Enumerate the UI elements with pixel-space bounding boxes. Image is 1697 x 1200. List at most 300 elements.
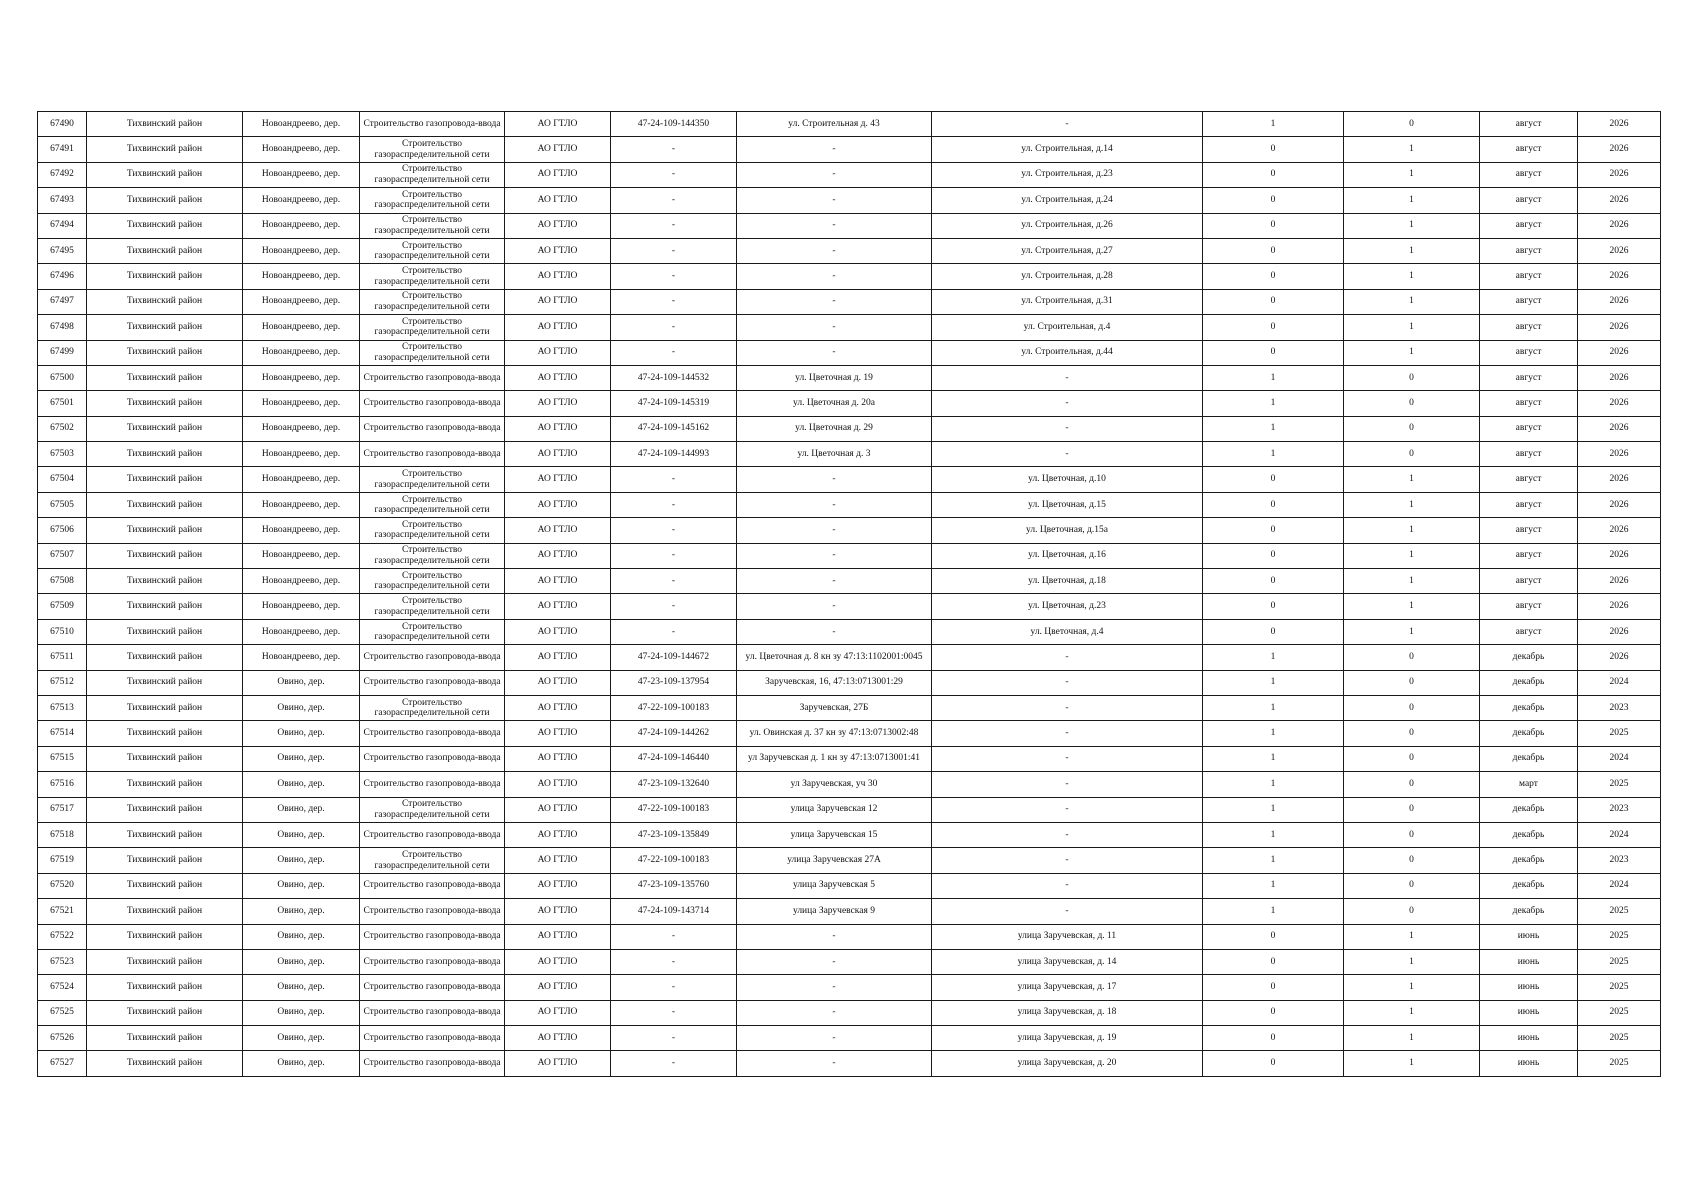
cell-month: август bbox=[1480, 340, 1578, 365]
cell-work-type: Строительство газораспределительной сети bbox=[360, 619, 505, 644]
cell-organization: АО ГТЛО bbox=[505, 492, 611, 517]
cell-work-type: Строительство газораспределительной сети bbox=[360, 340, 505, 365]
cell-year: 2024 bbox=[1578, 822, 1661, 847]
cell-month: август bbox=[1480, 162, 1578, 187]
table-row bbox=[38, 695, 1661, 720]
cell-organization: АО ГТЛО bbox=[505, 721, 611, 746]
cell-qty-input: 0 bbox=[1203, 949, 1344, 974]
cell-application-code: 47-22-109-100183 bbox=[611, 797, 737, 822]
cell-qty-network: 0 bbox=[1344, 797, 1480, 822]
cell-network-address: ул. Строительная, д.23 bbox=[932, 162, 1203, 187]
cell-district: Тихвинский район bbox=[87, 924, 243, 949]
cell-district: Тихвинский район bbox=[87, 1026, 243, 1051]
cell-application-code: 47-24-109-144262 bbox=[611, 721, 737, 746]
cell-month: июнь bbox=[1480, 924, 1578, 949]
table-row bbox=[38, 721, 1661, 746]
cell-organization: АО ГТЛО bbox=[505, 315, 611, 340]
cell-address: - bbox=[737, 619, 932, 644]
cell-application-code: - bbox=[611, 594, 737, 619]
cell-year: 2026 bbox=[1578, 315, 1661, 340]
cell-network-address: ул. Строительная, д.28 bbox=[932, 264, 1203, 289]
gasification-table bbox=[37, 111, 1661, 1077]
cell-locality: Новоандреево, дер. bbox=[243, 162, 360, 187]
table-row bbox=[38, 1000, 1661, 1025]
cell-qty-input: 1 bbox=[1203, 442, 1344, 467]
table-row bbox=[38, 975, 1661, 1000]
cell-work-type: Строительство газораспределительной сети bbox=[360, 467, 505, 492]
cell-month: июнь bbox=[1480, 1051, 1578, 1076]
cell-locality: Овино, дер. bbox=[243, 848, 360, 873]
cell-work-type: Строительство газопровода-ввода bbox=[360, 670, 505, 695]
table-body bbox=[38, 112, 1661, 1077]
cell-organization: АО ГТЛО bbox=[505, 772, 611, 797]
cell-year: 2026 bbox=[1578, 492, 1661, 517]
cell-organization: АО ГТЛО bbox=[505, 569, 611, 594]
cell-work-type: Строительство газораспределительной сети bbox=[360, 594, 505, 619]
cell-district: Тихвинский район bbox=[87, 772, 243, 797]
cell-id: 67520 bbox=[38, 873, 87, 898]
cell-id: 67511 bbox=[38, 645, 87, 670]
cell-organization: АО ГТЛО bbox=[505, 213, 611, 238]
table-row bbox=[38, 924, 1661, 949]
cell-work-type: Строительство газопровода-ввода bbox=[360, 442, 505, 467]
cell-network-address: - bbox=[932, 365, 1203, 390]
table-row bbox=[38, 340, 1661, 365]
table-row bbox=[38, 162, 1661, 187]
cell-network-address: улица Заручевская, д. 20 bbox=[932, 1051, 1203, 1076]
cell-network-address: ул. Цветочная, д.10 bbox=[932, 467, 1203, 492]
cell-month: декабрь bbox=[1480, 899, 1578, 924]
cell-qty-network: 0 bbox=[1344, 645, 1480, 670]
table-row bbox=[38, 391, 1661, 416]
table-row bbox=[38, 137, 1661, 162]
cell-qty-input: 1 bbox=[1203, 416, 1344, 441]
cell-qty-network: 1 bbox=[1344, 467, 1480, 492]
cell-qty-input: 0 bbox=[1203, 467, 1344, 492]
cell-qty-network: 0 bbox=[1344, 391, 1480, 416]
cell-locality: Новоандреево, дер. bbox=[243, 213, 360, 238]
table-row bbox=[38, 213, 1661, 238]
cell-locality: Овино, дер. bbox=[243, 772, 360, 797]
cell-network-address: улица Заручевская, д. 17 bbox=[932, 975, 1203, 1000]
cell-qty-input: 1 bbox=[1203, 899, 1344, 924]
cell-qty-network: 1 bbox=[1344, 1000, 1480, 1025]
cell-locality: Новоандреево, дер. bbox=[243, 289, 360, 314]
cell-work-type: Строительство газораспределительной сети bbox=[360, 848, 505, 873]
cell-id: 67510 bbox=[38, 619, 87, 644]
cell-qty-input: 0 bbox=[1203, 975, 1344, 1000]
cell-organization: АО ГТЛО bbox=[505, 137, 611, 162]
cell-qty-input: 1 bbox=[1203, 797, 1344, 822]
cell-month: декабрь bbox=[1480, 848, 1578, 873]
cell-qty-network: 0 bbox=[1344, 365, 1480, 390]
cell-year: 2025 bbox=[1578, 924, 1661, 949]
cell-work-type: Строительство газопровода-ввода bbox=[360, 391, 505, 416]
cell-work-type: Строительство газопровода-ввода bbox=[360, 949, 505, 974]
cell-qty-network: 0 bbox=[1344, 899, 1480, 924]
cell-locality: Новоандреево, дер. bbox=[243, 315, 360, 340]
cell-network-address: ул. Цветочная, д.23 bbox=[932, 594, 1203, 619]
cell-year: 2024 bbox=[1578, 670, 1661, 695]
cell-qty-network: 1 bbox=[1344, 289, 1480, 314]
cell-year: 2026 bbox=[1578, 543, 1661, 568]
table-row bbox=[38, 315, 1661, 340]
cell-application-code: 47-23-109-135849 bbox=[611, 822, 737, 847]
cell-year: 2026 bbox=[1578, 238, 1661, 263]
cell-id: 67509 bbox=[38, 594, 87, 619]
cell-work-type: Строительство газораспределительной сети bbox=[360, 315, 505, 340]
cell-organization: АО ГТЛО bbox=[505, 594, 611, 619]
cell-qty-input: 0 bbox=[1203, 213, 1344, 238]
table-row bbox=[38, 645, 1661, 670]
cell-organization: АО ГТЛО bbox=[505, 1051, 611, 1076]
cell-year: 2024 bbox=[1578, 746, 1661, 771]
cell-address: - bbox=[737, 289, 932, 314]
table-row bbox=[38, 873, 1661, 898]
cell-qty-input: 1 bbox=[1203, 645, 1344, 670]
cell-qty-input: 1 bbox=[1203, 670, 1344, 695]
cell-qty-network: 1 bbox=[1344, 213, 1480, 238]
cell-year: 2026 bbox=[1578, 416, 1661, 441]
cell-year: 2026 bbox=[1578, 391, 1661, 416]
cell-locality: Новоандреево, дер. bbox=[243, 391, 360, 416]
cell-address: ул. Овинская д. 37 кн зу 47:13:0713002:48 bbox=[737, 721, 932, 746]
cell-address: улица Заручевская 9 bbox=[737, 899, 932, 924]
cell-application-code: - bbox=[611, 569, 737, 594]
cell-qty-network: 1 bbox=[1344, 924, 1480, 949]
cell-month: август bbox=[1480, 492, 1578, 517]
cell-network-address: ул. Цветочная, д.15а bbox=[932, 518, 1203, 543]
cell-work-type: Строительство газораспределительной сети bbox=[360, 162, 505, 187]
cell-work-type: Строительство газораспределительной сети bbox=[360, 238, 505, 263]
cell-work-type: Строительство газораспределительной сети bbox=[360, 569, 505, 594]
cell-id: 67521 bbox=[38, 899, 87, 924]
cell-year: 2026 bbox=[1578, 645, 1661, 670]
cell-organization: АО ГТЛО bbox=[505, 238, 611, 263]
table-row bbox=[38, 797, 1661, 822]
cell-network-address: ул. Цветочная, д.16 bbox=[932, 543, 1203, 568]
cell-organization: АО ГТЛО bbox=[505, 822, 611, 847]
cell-id: 67525 bbox=[38, 1000, 87, 1025]
cell-qty-input: 0 bbox=[1203, 162, 1344, 187]
cell-qty-input: 0 bbox=[1203, 569, 1344, 594]
cell-work-type: Строительство газопровода-ввода bbox=[360, 365, 505, 390]
cell-work-type: Строительство газопровода-ввода bbox=[360, 1026, 505, 1051]
cell-district: Тихвинский район bbox=[87, 416, 243, 441]
cell-application-code: - bbox=[611, 543, 737, 568]
cell-organization: АО ГТЛО bbox=[505, 645, 611, 670]
cell-id: 67527 bbox=[38, 1051, 87, 1076]
cell-application-code: 47-24-109-144350 bbox=[611, 112, 737, 137]
cell-district: Тихвинский район bbox=[87, 112, 243, 137]
cell-work-type: Строительство газораспределительной сети bbox=[360, 188, 505, 213]
cell-address: - bbox=[737, 315, 932, 340]
table-row bbox=[38, 848, 1661, 873]
cell-application-code: - bbox=[611, 949, 737, 974]
cell-month: август bbox=[1480, 569, 1578, 594]
cell-locality: Овино, дер. bbox=[243, 721, 360, 746]
cell-id: 67522 bbox=[38, 924, 87, 949]
cell-year: 2026 bbox=[1578, 264, 1661, 289]
cell-year: 2026 bbox=[1578, 442, 1661, 467]
cell-month: декабрь bbox=[1480, 822, 1578, 847]
cell-address: Заручевская, 16, 47:13:0713001:29 bbox=[737, 670, 932, 695]
cell-qty-input: 0 bbox=[1203, 340, 1344, 365]
cell-month: июнь bbox=[1480, 1026, 1578, 1051]
cell-address: - bbox=[737, 213, 932, 238]
cell-month: июнь bbox=[1480, 949, 1578, 974]
cell-address: улица Заручевская 27А bbox=[737, 848, 932, 873]
cell-month: июнь bbox=[1480, 975, 1578, 1000]
cell-work-type: Строительство газопровода-ввода bbox=[360, 873, 505, 898]
cell-address: ул. Цветочная д. 20а bbox=[737, 391, 932, 416]
cell-network-address: - bbox=[932, 848, 1203, 873]
cell-organization: АО ГТЛО bbox=[505, 1026, 611, 1051]
cell-id: 67492 bbox=[38, 162, 87, 187]
table-row bbox=[38, 746, 1661, 771]
cell-qty-input: 0 bbox=[1203, 188, 1344, 213]
cell-address: - bbox=[737, 1000, 932, 1025]
cell-organization: АО ГТЛО bbox=[505, 975, 611, 1000]
cell-address: - bbox=[737, 949, 932, 974]
cell-month: август bbox=[1480, 619, 1578, 644]
cell-locality: Новоандреево, дер. bbox=[243, 619, 360, 644]
cell-district: Тихвинский район bbox=[87, 365, 243, 390]
cell-work-type: Строительство газораспределительной сети bbox=[360, 543, 505, 568]
cell-work-type: Строительство газораспределительной сети bbox=[360, 264, 505, 289]
cell-application-code: - bbox=[611, 315, 737, 340]
cell-year: 2025 bbox=[1578, 721, 1661, 746]
cell-id: 67490 bbox=[38, 112, 87, 137]
cell-qty-input: 1 bbox=[1203, 112, 1344, 137]
cell-locality: Новоандреево, дер. bbox=[243, 492, 360, 517]
cell-district: Тихвинский район bbox=[87, 1000, 243, 1025]
cell-id: 67497 bbox=[38, 289, 87, 314]
cell-district: Тихвинский район bbox=[87, 721, 243, 746]
cell-qty-network: 1 bbox=[1344, 340, 1480, 365]
cell-year: 2025 bbox=[1578, 1000, 1661, 1025]
cell-month: август bbox=[1480, 416, 1578, 441]
table-row bbox=[38, 772, 1661, 797]
cell-year: 2025 bbox=[1578, 975, 1661, 1000]
cell-qty-input: 0 bbox=[1203, 264, 1344, 289]
cell-qty-input: 0 bbox=[1203, 492, 1344, 517]
cell-qty-network: 0 bbox=[1344, 848, 1480, 873]
cell-month: август bbox=[1480, 315, 1578, 340]
table-row bbox=[38, 619, 1661, 644]
cell-district: Тихвинский район bbox=[87, 670, 243, 695]
cell-address: Заручевская, 27Б bbox=[737, 695, 932, 720]
cell-network-address: улица Заручевская, д. 14 bbox=[932, 949, 1203, 974]
cell-locality: Новоандреево, дер. bbox=[243, 518, 360, 543]
cell-network-address: ул. Цветочная, д.15 bbox=[932, 492, 1203, 517]
cell-network-address: - bbox=[932, 899, 1203, 924]
cell-locality: Новоандреево, дер. bbox=[243, 442, 360, 467]
cell-qty-network: 1 bbox=[1344, 619, 1480, 644]
cell-application-code: - bbox=[611, 492, 737, 517]
cell-work-type: Строительство газопровода-ввода bbox=[360, 416, 505, 441]
cell-address: - bbox=[737, 340, 932, 365]
cell-month: август bbox=[1480, 391, 1578, 416]
cell-month: август bbox=[1480, 289, 1578, 314]
cell-work-type: Строительство газопровода-ввода bbox=[360, 645, 505, 670]
cell-district: Тихвинский район bbox=[87, 289, 243, 314]
cell-id: 67526 bbox=[38, 1026, 87, 1051]
cell-organization: АО ГТЛО bbox=[505, 442, 611, 467]
cell-qty-input: 1 bbox=[1203, 721, 1344, 746]
cell-address: - bbox=[737, 518, 932, 543]
cell-locality: Овино, дер. bbox=[243, 924, 360, 949]
cell-qty-input: 0 bbox=[1203, 1000, 1344, 1025]
cell-district: Тихвинский район bbox=[87, 340, 243, 365]
cell-district: Тихвинский район bbox=[87, 975, 243, 1000]
cell-id: 67501 bbox=[38, 391, 87, 416]
table-row bbox=[38, 492, 1661, 517]
cell-district: Тихвинский район bbox=[87, 492, 243, 517]
cell-qty-network: 0 bbox=[1344, 416, 1480, 441]
cell-qty-network: 0 bbox=[1344, 112, 1480, 137]
cell-work-type: Строительство газораспределительной сети bbox=[360, 289, 505, 314]
cell-qty-network: 1 bbox=[1344, 264, 1480, 289]
cell-organization: АО ГТЛО bbox=[505, 518, 611, 543]
cell-network-address: - bbox=[932, 416, 1203, 441]
cell-month: декабрь bbox=[1480, 873, 1578, 898]
cell-address: - bbox=[737, 924, 932, 949]
cell-month: август bbox=[1480, 467, 1578, 492]
cell-qty-network: 1 bbox=[1344, 1051, 1480, 1076]
cell-locality: Овино, дер. bbox=[243, 899, 360, 924]
cell-address: улица Заручевская 15 bbox=[737, 822, 932, 847]
cell-month: август bbox=[1480, 238, 1578, 263]
cell-locality: Новоандреево, дер. bbox=[243, 238, 360, 263]
cell-district: Тихвинский район bbox=[87, 264, 243, 289]
cell-address: ул. Строительная д. 43 bbox=[737, 112, 932, 137]
cell-qty-network: 1 bbox=[1344, 518, 1480, 543]
cell-qty-network: 0 bbox=[1344, 670, 1480, 695]
cell-locality: Новоандреево, дер. bbox=[243, 264, 360, 289]
cell-month: август bbox=[1480, 188, 1578, 213]
cell-address: - bbox=[737, 467, 932, 492]
cell-qty-network: 1 bbox=[1344, 1026, 1480, 1051]
cell-locality: Овино, дер. bbox=[243, 1051, 360, 1076]
cell-qty-input: 0 bbox=[1203, 1026, 1344, 1051]
cell-id: 67491 bbox=[38, 137, 87, 162]
cell-network-address: ул. Строительная, д.26 bbox=[932, 213, 1203, 238]
cell-qty-network: 1 bbox=[1344, 594, 1480, 619]
cell-locality: Овино, дер. bbox=[243, 949, 360, 974]
cell-month: август bbox=[1480, 112, 1578, 137]
cell-month: декабрь bbox=[1480, 670, 1578, 695]
cell-locality: Новоандреево, дер. bbox=[243, 543, 360, 568]
cell-qty-input: 0 bbox=[1203, 619, 1344, 644]
cell-district: Тихвинский район bbox=[87, 238, 243, 263]
cell-year: 2023 bbox=[1578, 695, 1661, 720]
cell-locality: Овино, дер. bbox=[243, 1000, 360, 1025]
cell-network-address: ул. Строительная, д.44 bbox=[932, 340, 1203, 365]
cell-application-code: 47-23-109-132640 bbox=[611, 772, 737, 797]
cell-id: 67524 bbox=[38, 975, 87, 1000]
cell-application-code: - bbox=[611, 619, 737, 644]
table-row bbox=[38, 899, 1661, 924]
cell-qty-network: 0 bbox=[1344, 822, 1480, 847]
cell-month: июнь bbox=[1480, 1000, 1578, 1025]
cell-locality: Новоандреево, дер. bbox=[243, 188, 360, 213]
cell-month: август bbox=[1480, 594, 1578, 619]
cell-organization: АО ГТЛО bbox=[505, 797, 611, 822]
cell-month: август bbox=[1480, 365, 1578, 390]
cell-application-code: 47-22-109-100183 bbox=[611, 695, 737, 720]
cell-organization: АО ГТЛО bbox=[505, 899, 611, 924]
cell-network-address: ул. Строительная, д.4 bbox=[932, 315, 1203, 340]
cell-district: Тихвинский район bbox=[87, 645, 243, 670]
cell-work-type: Строительство газораспределительной сети bbox=[360, 213, 505, 238]
cell-year: 2026 bbox=[1578, 213, 1661, 238]
cell-locality: Новоандреево, дер. bbox=[243, 416, 360, 441]
cell-network-address: ул. Строительная, д.24 bbox=[932, 188, 1203, 213]
cell-locality: Овино, дер. bbox=[243, 670, 360, 695]
cell-work-type: Строительство газопровода-ввода bbox=[360, 1051, 505, 1076]
cell-locality: Новоандреево, дер. bbox=[243, 112, 360, 137]
cell-network-address: - bbox=[932, 822, 1203, 847]
cell-locality: Новоандреево, дер. bbox=[243, 569, 360, 594]
cell-qty-network: 1 bbox=[1344, 188, 1480, 213]
cell-district: Тихвинский район bbox=[87, 949, 243, 974]
cell-id: 67515 bbox=[38, 746, 87, 771]
cell-address: - bbox=[737, 1051, 932, 1076]
cell-work-type: Строительство газопровода-ввода bbox=[360, 822, 505, 847]
cell-qty-network: 1 bbox=[1344, 238, 1480, 263]
cell-work-type: Строительство газораспределительной сети bbox=[360, 492, 505, 517]
cell-work-type: Строительство газопровода-ввода bbox=[360, 746, 505, 771]
cell-qty-network: 0 bbox=[1344, 695, 1480, 720]
cell-application-code: - bbox=[611, 975, 737, 1000]
cell-month: август bbox=[1480, 518, 1578, 543]
cell-year: 2023 bbox=[1578, 797, 1661, 822]
cell-id: 67523 bbox=[38, 949, 87, 974]
cell-network-address: - bbox=[932, 746, 1203, 771]
cell-locality: Овино, дер. bbox=[243, 975, 360, 1000]
cell-month: август bbox=[1480, 442, 1578, 467]
cell-locality: Новоандреево, дер. bbox=[243, 467, 360, 492]
cell-application-code: 47-24-109-144532 bbox=[611, 365, 737, 390]
cell-year: 2026 bbox=[1578, 365, 1661, 390]
cell-district: Тихвинский район bbox=[87, 315, 243, 340]
cell-application-code: 47-24-109-144993 bbox=[611, 442, 737, 467]
cell-qty-network: 0 bbox=[1344, 772, 1480, 797]
cell-qty-input: 0 bbox=[1203, 315, 1344, 340]
cell-month: декабрь bbox=[1480, 797, 1578, 822]
table-row bbox=[38, 543, 1661, 568]
cell-work-type: Строительство газопровода-ввода bbox=[360, 721, 505, 746]
cell-work-type: Строительство газопровода-ввода bbox=[360, 899, 505, 924]
cell-qty-network: 1 bbox=[1344, 162, 1480, 187]
table-row bbox=[38, 467, 1661, 492]
cell-network-address: ул. Строительная, д.14 bbox=[932, 137, 1203, 162]
cell-district: Тихвинский район bbox=[87, 518, 243, 543]
cell-qty-network: 0 bbox=[1344, 721, 1480, 746]
cell-year: 2026 bbox=[1578, 594, 1661, 619]
cell-locality: Овино, дер. bbox=[243, 797, 360, 822]
cell-application-code: - bbox=[611, 289, 737, 314]
cell-application-code: - bbox=[611, 1026, 737, 1051]
cell-network-address: - bbox=[932, 112, 1203, 137]
cell-network-address: ул. Цветочная, д.4 bbox=[932, 619, 1203, 644]
cell-address: - bbox=[737, 264, 932, 289]
table-row bbox=[38, 238, 1661, 263]
cell-network-address: - bbox=[932, 391, 1203, 416]
cell-address: ул. Цветочная д. 8 кн зу 47:13:1102001:0045 bbox=[737, 645, 932, 670]
cell-qty-network: 0 bbox=[1344, 873, 1480, 898]
